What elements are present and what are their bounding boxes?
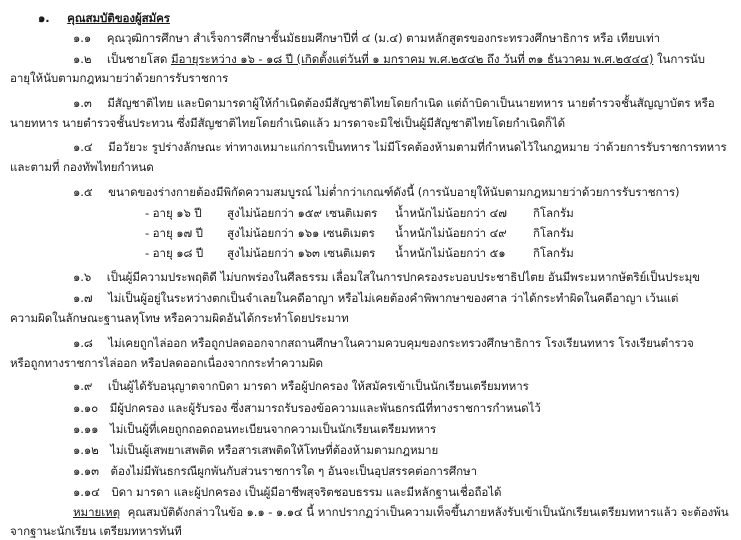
item-1-5 bbox=[73, 184, 679, 200]
item-1-4-continuation: และตามที่ กองทัพไทยกำหนด bbox=[10, 160, 154, 174]
item-1-10 bbox=[73, 400, 541, 416]
item-number: ๑.๔ bbox=[73, 140, 93, 154]
item-number: ๑.๑๒ bbox=[73, 443, 99, 457]
section-title: คุณสมบัติของผู้สมัคร bbox=[67, 11, 170, 25]
item-text: เป็นชายโสด bbox=[106, 52, 171, 66]
size-height: สูงไม่น้อยกว่า ๑๖๑ เซนติเมตร bbox=[227, 226, 375, 240]
item-1-8 bbox=[73, 335, 694, 351]
item-1-8-continuation: หรือถูกทางราชการไล่ออก หรือปลดออกเนื่องจากกระทำความผิด bbox=[10, 356, 323, 370]
size-height: สูงไม่น้อยกว่า ๑๕๙ เซนติเมตร bbox=[227, 206, 378, 220]
item-1-2-continuation: อายุให้นับตามกฎหมายว่าด้วยการรับราชการ bbox=[10, 71, 229, 85]
note-continuation: จากฐานะนักเรียน เตรียมทหารทันที bbox=[10, 524, 182, 538]
size-unit: กิโลกรัม bbox=[533, 246, 574, 260]
note-label: หมายเหตุ bbox=[73, 505, 121, 519]
item-text: ต้องไม่มีพันธกรณีผูกพันกับส่วนราชการใด ๆ อันจะเป็นอุปสรรคต่อการศึกษา bbox=[110, 464, 478, 478]
item-text: บิดา มารดา และผู้ปกครอง เป็นผู้มีอาชีพสุจริตชอบธรรม และมีหลักฐานเชื่อถือได้ bbox=[111, 485, 502, 499]
item-1-13 bbox=[73, 463, 477, 479]
item-number: ๑.๗ bbox=[73, 291, 93, 305]
size-unit: กิโลกรัม bbox=[533, 226, 574, 240]
item-text: เป็นผู้ได้รับอนุญาตจากบิดา มารดา หรือผู้ปกครอง ให้สมัครเข้าเป็นนักเรียนเตรียมทหาร bbox=[107, 379, 529, 393]
item-number: ๑.๓ bbox=[73, 96, 92, 110]
item-number: ๑.๒ bbox=[73, 52, 92, 66]
item-number: ๑.๑๔ bbox=[73, 485, 100, 499]
item-1-12 bbox=[73, 442, 438, 458]
item-number: ๑.๖ bbox=[73, 270, 92, 284]
item-text: ไม่เป็นผู้ที่เคยถูกถอดถอนทะเบียนจากความเป็นนักเรียนเตรียมทหาร bbox=[109, 422, 437, 436]
note-text: คุณสมบัติดังกล่าวในข้อ ๑.๑ - ๑.๑๔ นี้ หากปรากฏว่าเป็นความเท็จขึ้นภายหลังรับเข้าเป็นนักเรียนเตรียมทหารแล้ว จะต้องพ้น bbox=[127, 505, 729, 519]
item-text: ไม่เป็นผู้อยู่ในระหว่างตกเป็นจำเลยในคดีอาญา หรือไม่เคยต้องคำพิพากษาของศาล ว่าได้กระทำผิดในคดีอาญา เว้นแต่ bbox=[108, 291, 679, 305]
item-1-7-continuation: ความผิดในลักษณะฐานลหุโทษ หรือความผิดอันได้กระทำโดยประมาท bbox=[10, 311, 349, 325]
item-1-7 bbox=[73, 290, 678, 306]
size-age: - อายุ ๑๘ ปี bbox=[145, 246, 204, 260]
item-number: ๑.๙ bbox=[73, 379, 93, 393]
section-heading bbox=[38, 10, 170, 26]
item-1-11 bbox=[73, 421, 436, 437]
size-weight: น้ำหนักไม่น้อยกว่า ๕๑ bbox=[395, 246, 506, 260]
item-number: ๑.๑๓ bbox=[73, 464, 99, 478]
item-number: ๑.๕ bbox=[73, 185, 93, 199]
size-row bbox=[145, 205, 574, 221]
item-text: ไม่เคยถูกไล่ออก หรือถูกปลดออกจากสถานศึกษาในความควบคุมของกระทรวงศึกษาธิการ โรงเรียนทหาร โรงเรียนตำรวจ bbox=[108, 336, 694, 350]
item-1-4 bbox=[73, 139, 727, 155]
item-text: มีอวัยวะ รูปร่างลักษณะ ท่าทางเหมาะแก่การเป็นทหาร ไม่มีโรคต้องห้ามตามที่กำหนดไว้ในกฎหมาย ว่าด้วยการรับราชการทหาร bbox=[108, 140, 727, 154]
item-1-6 bbox=[73, 269, 700, 285]
item-1-3-continuation: นายทหาร นายตำรวจชั้นประทวน ซึ่งมีสัญชาติไทยโดยกำเนิดแล้ว มารดาจะมิใช่เป็นผู้มีสัญชาติไทยโดยกำเนิดก็ได้ bbox=[10, 116, 566, 130]
item-number: ๑.๑ bbox=[73, 31, 92, 45]
size-age: - อายุ ๑๗ ปี bbox=[145, 226, 203, 240]
item-number: ๑.๑๑ bbox=[73, 422, 99, 436]
size-age: - อายุ ๑๖ ปี bbox=[145, 206, 202, 220]
item-text: มีสัญชาติไทย และบิดามารดาผู้ให้กำเนิดต้องมีสัญชาติไทยโดยกำเนิด แต่ถ้าบิดาเป็นนายทหาร นายตำรวจชั้นสัญญาบัตร หรือ bbox=[107, 96, 715, 110]
item-1-1 bbox=[73, 30, 660, 46]
size-weight: น้ำหนักไม่น้อยกว่า ๔๙ bbox=[395, 226, 507, 240]
item-text: ขนาดของร่างกายต้องมีพิกัดความสมบูรณ์ ไม่ต่ำกว่าเกณฑ์ดังนี้ (การนับอายุให้นับตามกฎหมายว่าด้วยการรับราชการ) bbox=[108, 185, 680, 199]
item-text: เป็นผู้มีความประพฤติดี ไม่บกพร่องในศีลธรรม เลื่อมใสในการปกครองระบอบประชาธิปไตย อันมีพระมหากษัตริย์เป็นประมุข bbox=[106, 270, 700, 284]
item-1-3 bbox=[73, 95, 715, 111]
item-text: มีผู้ปกครอง และผู้รับรอง ซึ่งสามารถรับรองข้อความและพันธกรณีที่ทางราชการกำหนดไว้ bbox=[109, 401, 541, 415]
size-height: สูงไม่น้อยกว่า ๑๖๓ เซนติเมตร bbox=[227, 246, 376, 260]
size-row bbox=[145, 245, 574, 261]
item-1-14 bbox=[73, 484, 501, 500]
item-text-tail: ในการนับ bbox=[653, 52, 705, 66]
item-text: คุณวุฒิการศึกษา สำเร็จการศึกษาชั้นมัธยมศึกษาปีที่ ๔ (ม.๔) ตามหลักสูตรของกระทรวงศึกษาธิการ หรือ เทียบเท่า bbox=[106, 31, 660, 45]
size-weight: น้ำหนักไม่น้อยกว่า ๔๗ bbox=[395, 206, 507, 220]
item-text: ไม่เป็นผู้เสพยาเสพติด หรือสารเสพติดให้โทษที่ต้องห้ามตามกฎหมาย bbox=[110, 443, 439, 457]
size-unit: กิโลกรัม bbox=[533, 206, 574, 220]
note bbox=[73, 504, 729, 520]
item-number: ๑.๘ bbox=[73, 336, 93, 350]
item-1-9 bbox=[73, 378, 529, 394]
item-number: ๑.๑๐ bbox=[73, 401, 99, 415]
section-number: ๑. bbox=[38, 11, 50, 25]
size-row bbox=[145, 225, 574, 241]
item-1-2 bbox=[73, 51, 705, 67]
age-range-text: มีอายุระหว่าง ๑๖ - ๑๘ ปี (เกิดตั้งแต่วันที่ ๑ มกราคม พ.ศ.๒๕๔๒ ถึง วันที่ ๓๑ ธันวาคม พ.ศ.๒๕๔๔) bbox=[170, 52, 654, 66]
